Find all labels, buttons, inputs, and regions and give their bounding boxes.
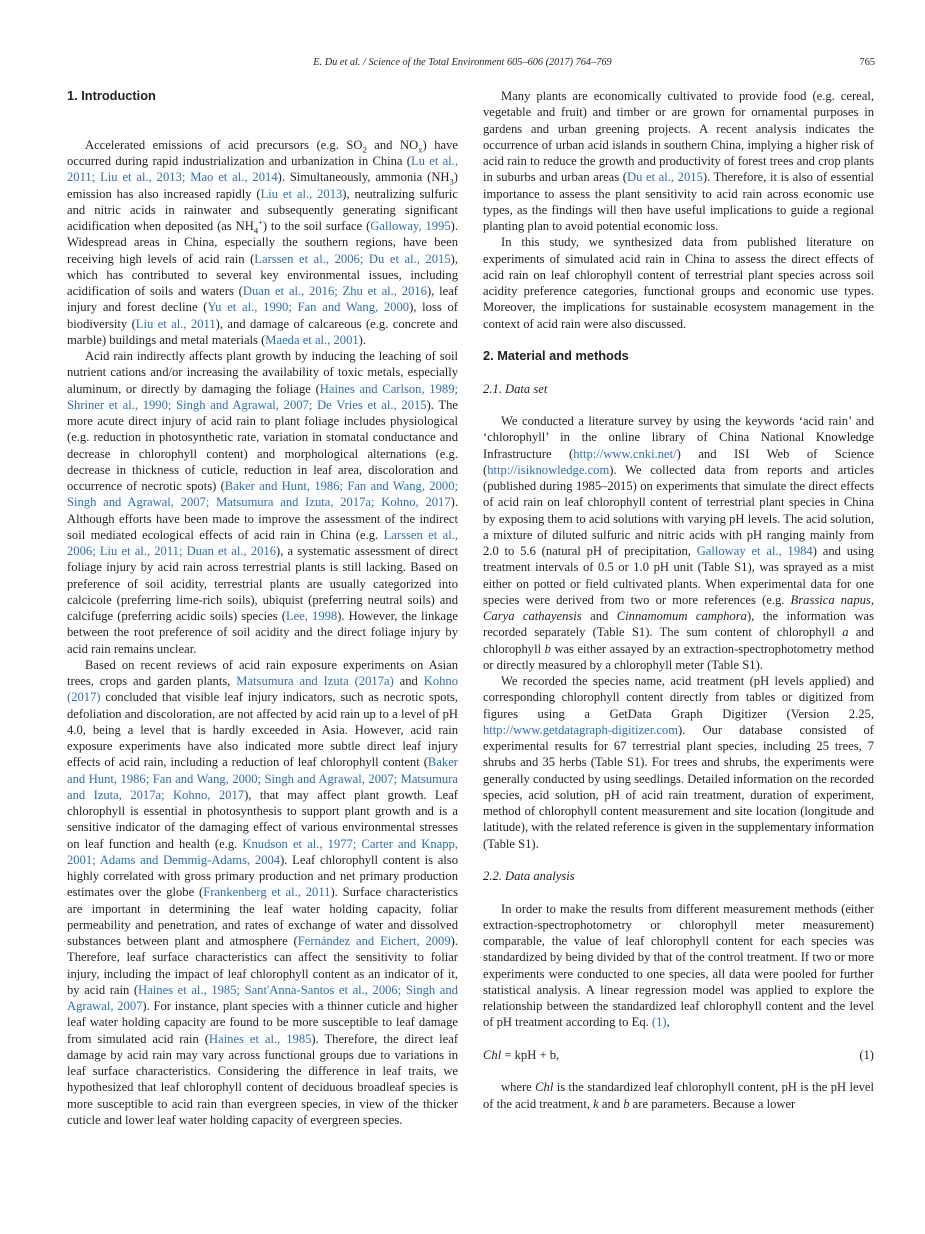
subsection-heading-data-analysis: 2.2. Data analysis — [483, 869, 575, 883]
intro-paragraph-1 — [67, 137, 458, 348]
text-run: ). Widespread areas in China, especially the southern regions, have been receiving high levels of acid rain ( — [67, 219, 458, 266]
superscript: + — [258, 216, 263, 227]
text-run: ). The more acute direct injury of acid rain to plant foliage includes physiological (e.g. reduction in photosynthetic rate, variation in stomatal conductance and decrease in chlorophyll content) and morphological alternations (e.g. decrease in thickness of cuticle, reduction in leaf area, discoloration and occurrence of necrotic spots) ( — [67, 397, 459, 493]
citation-link[interactable]: Fernández and Eichert, 2009 — [297, 934, 451, 948]
data-set-paragraph-1 — [483, 413, 874, 673]
text-run: ). Simultaneously, ammonia (NH — [277, 170, 450, 185]
italic-term: Brassica napus — [790, 592, 871, 607]
equation-rhs: = kpH + b, — [501, 1047, 560, 1062]
text-run: In this study, we synthesized data from published literature on experiments of simulated acid rain in China to assess the direct effects of acid rain on leaf chlorophyll content of terrestrial plant species across soil acidity preference categories, functional groups and economic use types. Moreover, the implications for sustainable ecosystem management in the context of acid rain were also discussed. — [483, 235, 874, 331]
citation-link[interactable]: Maeda et al., 2001 — [265, 332, 359, 347]
text-run: Many plants are economically cultivated to provide food (e.g. cereal, vegetable and fruit) and timber or are grown for ornamental purposes in gardens and urban greening projects. A recent analysis indicates the occurrence of urban acid islands in southern China, implying a higher risk of acid rain to reduce the growth and productivity of forest trees and crop plants in suburbs and urban areas ( — [483, 89, 874, 185]
text-run: and — [393, 674, 424, 688]
italic-term: a — [842, 625, 849, 640]
text-run: ), which has contributed to several key environmental issues, including acidification of soils and waters ( — [67, 251, 458, 298]
text-run: ). Our database consisted of experimental results for 67 terrestrial plant species, including 25 trees, 7 shrubs and 35 herbs (Table S1). For trees and shrubs, the experiments were generally conducted by using seedlings. Detailed information on the recorded species, acid solution, pH of acid rain treatment, duration of experiment, method of chlorophyll content measurement and site location (longitude and latitude), with the related reference is given in the supplementary information (Table S1). — [483, 722, 874, 851]
text-run: ). — [358, 332, 367, 347]
intro-paragraph-4 — [483, 88, 874, 234]
citation-link[interactable]: Haines et al., 1985; Sant'Anna-Santos et al., 2006; Singh and Agrawal, 2007 — [67, 982, 458, 1013]
text-run: ) emission has also increased rapidly ( — [67, 170, 458, 201]
text-run: ). Therefore, the direct leaf damage by acid rain may vary across functional groups due to variations in leaf surface characteristics. Considering the difference in leaf traits, we hypothesized that leaf chlorophyll content of deciduous broadleaf species is more susceptible to acid rain than evergreen species, in view of the thicker cuticle and lower leaf water holding capacity of evergreen species. — [67, 1031, 459, 1127]
subscript: x — [418, 144, 423, 155]
section-heading-introduction: 1. Introduction — [67, 88, 156, 103]
text-run: is the standardized leaf chlorophyll content, pH is the pH level of the acid treatment, — [483, 1080, 874, 1111]
citation-link[interactable]: Matsumura and Izuta (2017a) — [236, 674, 394, 688]
equation-lhs: Chl — [483, 1047, 502, 1062]
text-run: ), that may affect plant growth. Leaf chlorophyll is essential in photosynthesis to support plant growth and is a sensitive indicator of the damaging effect of various environmental stresses on leaf function and health (e.g. — [67, 787, 458, 851]
citation-link[interactable]: Baker and Hunt, 1986; Fan and Wang, 2000; Singh and Agrawal, 2007; Matsumura and Izuta, 2017a; Kohno, 2017 — [67, 479, 458, 510]
text-run: ). For instance, plant species with a thinner cuticle and higher leaf water holding capacity are found to be more susceptible to leaf damage from simulated acid rain ( — [67, 999, 458, 1046]
citation-link[interactable]: Larssen et al., 2006; Du et al., 2015 — [254, 251, 451, 266]
citation-link[interactable]: Lu et al., 2011; Liu et al., 2013; Mao et al., 2014 — [67, 154, 458, 185]
citation-link[interactable]: Kohno (2017) — [67, 674, 459, 705]
intro-paragraph-2 — [67, 348, 458, 657]
equation-body — [483, 1047, 559, 1063]
text-run: ), loss of biodiversity ( — [67, 300, 458, 331]
data-set-paragraph-2 — [483, 673, 874, 852]
subscript: 2 — [362, 144, 367, 155]
citation-link[interactable]: Larssen et al., 2006; Liu et al., 2011; Duan et al., 2016 — [67, 527, 459, 558]
text-run: ) have occurred during rapid industrialization and urbanization in China ( — [67, 137, 459, 168]
text-run: In order to make the results from different measurement methods (either extraction-spectrophotometry or chlorophyll meter measurement) comparable, the value of leaf chlorophyll content for each species was standardized by being divided by that of the control treatment. If two or more experiments were conducted to one species, all data were pooled for further statistical analysis. A linear regression model was applied to explore the relationship between the standardized leaf chlorophyll content and the level of pH treatment according to Eq. — [483, 901, 874, 1030]
citation-link[interactable]: Haines and Carlson, 1989; Shriner et al., 1990; Singh and Agrawal, 2007; De Vries et al., 2015 — [67, 381, 458, 412]
citation-link[interactable]: Duan et al., 2016; Zhu et al., 2016 — [242, 284, 427, 298]
citation-link[interactable]: Haines et al., 1985 — [208, 1031, 312, 1046]
text-run: and chlorophyll — [483, 625, 874, 656]
text-run: are parameters. Because a lower — [629, 1096, 796, 1111]
text-run: We recorded the species name, acid treatment (pH levels applied) and corresponding chlorophyll content directly from tables or digitized from figures using a GetData Graph Digitizer (Version 2.25, — [483, 674, 874, 721]
data-analysis-paragraph-2 — [483, 1079, 874, 1112]
section-heading-methods: 2. Material and methods — [483, 348, 629, 363]
citation-link[interactable]: Du et al., 2015 — [626, 170, 703, 185]
citation-link[interactable]: Lee, 1998 — [285, 609, 338, 623]
citation-link[interactable]: Galloway, 1995 — [370, 219, 451, 233]
italic-term: k — [593, 1096, 599, 1111]
citation-link[interactable]: http://www.cnki.net/ — [573, 446, 677, 461]
data-analysis-paragraph-1 — [483, 901, 874, 1031]
citation-link[interactable]: http://isiknowledge.com — [487, 462, 610, 477]
text-run: Accelerated emissions of acid precursors (e.g. SO — [85, 137, 363, 152]
left-column — [67, 88, 458, 1128]
italic-term: Carya cathayensis — [483, 609, 582, 623]
equation-number: (1) — [859, 1047, 874, 1062]
text-run: ). Although efforts have been made to improve the assessment of the indirect soil mediated ecological effects of acid rain in China (e.g. — [67, 495, 458, 542]
citation-link[interactable]: Knudson et al., 1977; Carter and Knapp, 2001; Adams and Demmig-Adams, 2004 — [67, 836, 458, 867]
italic-term: Cinnamomum camphora — [616, 609, 747, 623]
text-run: ), leaf injury and forest decline ( — [67, 284, 458, 315]
text-run: ), the information was recorded separately (Table S1). The sum content of chlorophyll — [483, 609, 875, 640]
text-run: ). Leaf chlorophyll content is also highly correlated with gross primary production and net primary production estimates over the globe ( — [67, 852, 459, 900]
intro-paragraph-3 — [67, 657, 458, 1128]
text-run: was either assayed by an extraction-spectrophotometry method or directly measured by a chlorophyll meter (Table S1). — [483, 641, 874, 672]
citation-link[interactable]: Liu et al., 2011 — [135, 316, 216, 331]
text-run: ) and ISI Web of Science ( — [483, 446, 875, 477]
text-run: ). However, the linkage between the root preference of soil acidity and the direct foliage injury by acid rain remains unclear. — [67, 609, 459, 656]
page-number: 765 — [859, 57, 875, 68]
running-header — [0, 57, 925, 73]
text-run: ), a systematic assessment of direct foliage injury by acid rain across terrestrial plants is still lacking. Based on preference of soil acidity, terrestrial plants are usually categorized into calcicole (preferring lime-rich soils), ubiquist (preferring neutral soils) and calcifuge (preferring acidic soils) species ( — [67, 544, 458, 623]
citation-link[interactable]: (1) — [651, 1015, 667, 1030]
subsection-heading-data-set: 2.1. Data set — [483, 381, 548, 396]
text-run: ). Therefore, it is also of essential importance to assess the plant sensitivity to acid rain across economic use types, as the findings will then have useful implications to guide a regional planting plan to avoid potential economic loss. — [483, 170, 874, 233]
text-run: where — [501, 1080, 536, 1095]
subscript: 3 — [449, 176, 454, 187]
text-run: ), neutralizing sulfuric and nitric acids in rainwater and subsequently generating significant acidification when deposited (as NH — [67, 186, 458, 233]
text-run: concluded that visible leaf injury indicators, such as necrotic spots, defoliation and discoloration, are not affected by acid rain up to a level of pH 4.0, being a level that is hardly exceeded in Asia. However, acid rain exposure experiments have also indicated more subtle direct leaf injury effects of acid rain, including a reduction of leaf chlorophyll content ( — [67, 690, 458, 770]
text-run: We conducted a literature survey by using the keywords ‘acid rain’ and ‘chlorophyll’ in the online library of China National Knowledge Infrastructure ( — [483, 414, 874, 461]
running-title: E. Du et al. / Science of the Total Environment 605–606 (2017) 764–769 — [313, 57, 612, 68]
italic-term: b — [544, 641, 551, 656]
text-run: ). Surface characteristics are important in determining the leaf water holding capacity, foliar permeability and penetration, and rates of exchange of water and dissolved substances between plant and atmosphere ( — [67, 885, 458, 948]
text-run: , — [870, 592, 874, 607]
citation-link[interactable]: Galloway et al., 1984 — [696, 544, 813, 558]
text-run: Acid rain indirectly affects plant growth by inducing the leaching of soil nutrient cations and/or increasing the availability of toxic metals, especially aluminum, or directly by damaging the foliage ( — [67, 349, 458, 396]
citation-link[interactable]: Frankenberg et al., 2011 — [203, 885, 331, 900]
text-run: ). Therefore, leaf surface characteristics can affect the sensitivity to foliar injury, including the impact of leaf chlorophyll content as an indicator of it, by acid rain ( — [67, 934, 458, 997]
text-run: ) to the soil surface ( — [262, 219, 371, 233]
right-column — [483, 88, 874, 1112]
citation-link[interactable]: Yu et al., 1990; Fan and Wang, 2000 — [207, 300, 410, 315]
citation-link[interactable]: Baker and Hunt, 1986; Fan and Wang, 2000; Singh and Agrawal, 2007; Matsumura and Izuta, 2017a; Kohno, 2017 — [67, 755, 458, 802]
text-run: and NO — [366, 137, 419, 152]
text-run: and — [598, 1096, 624, 1111]
text-run: ). We collected data from reports and articles (published during 1985–2015) on experiments that simulate the direct effects of acid rain on leaf chlorophyll content of terrestrial plant species in China by exposing them to acid solutions with varying pH levels. The acid solution, a mixture of diluted sulfuric and nitric acids with pH ranging mainly from 2.0 to 5.6 (natural pH of precipitation, — [483, 462, 874, 558]
text-run: , — [666, 1015, 670, 1030]
italic-term: b — [623, 1096, 630, 1111]
text-run: ), and damage of calcareous (e.g. concrete and marble) buildings and metal materials ( — [67, 316, 458, 347]
citation-link[interactable]: http://www.getdatagraph-digitizer.com — [483, 722, 679, 737]
italic-term: Chl — [535, 1080, 554, 1095]
text-run: and — [581, 609, 617, 623]
subscript: 4 — [253, 225, 259, 236]
intro-paragraph-5 — [483, 234, 874, 332]
text-run: Based on recent reviews of acid rain exposure experiments on Asian trees, crops and garden plants, — [67, 657, 458, 688]
equation-1 — [483, 1047, 874, 1063]
text-run: ) and using treatment intervals of 0.5 or 1.0 pH unit (Table S1), was sprayed as a mist either on potted or field cultivated plants. When experimental data for one species were derived from two or more references (e.g. — [483, 544, 874, 607]
citation-link[interactable]: Liu et al., 2013 — [260, 186, 343, 201]
